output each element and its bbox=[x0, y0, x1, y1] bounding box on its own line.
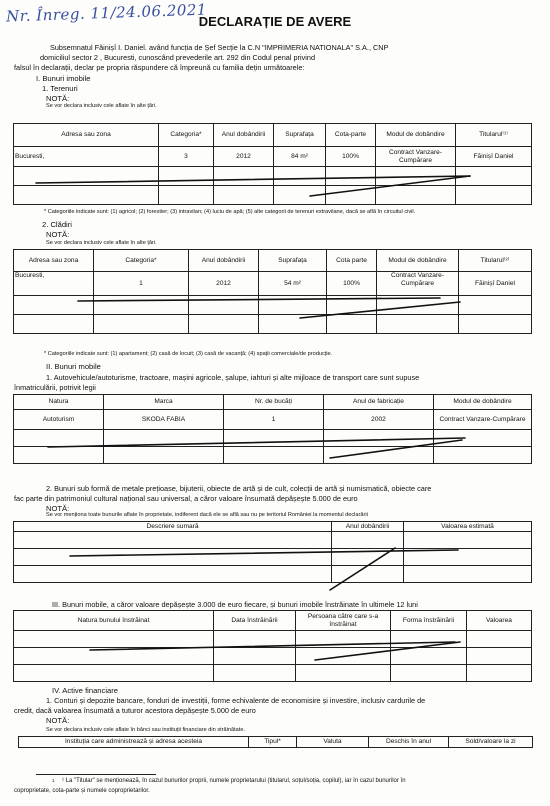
header-cell: Cota-parte bbox=[326, 124, 376, 147]
cell-address: Bucuresti, bbox=[14, 147, 159, 167]
header-cell: Categoria* bbox=[94, 250, 189, 272]
conturi-line-1: 1. Conturi și depozite bancare, fonduri de investiții, forme echivalente de economisire și investire, inclusiv cardurile de bbox=[46, 696, 426, 705]
header-cell: Forma înstrăinării bbox=[391, 611, 467, 631]
header-cell: Valoarea estimată bbox=[404, 522, 532, 532]
cell-share: 100% bbox=[327, 272, 377, 296]
header-cell: Marca bbox=[104, 395, 224, 410]
table-autovehicule bbox=[13, 394, 532, 464]
header-cell: Adresa sau zona bbox=[14, 250, 94, 272]
table-bunuri-valoroase bbox=[13, 521, 532, 583]
page-title: DECLARAȚIE DE AVERE bbox=[198, 14, 352, 29]
metale-line-1: 2. Bunuri sub formă de metale prețioase, bijuterii, obiecte de artă și de cult, colecții de artă și numismatică, obiecte care bbox=[46, 484, 432, 493]
header-cell: Titularul⁽²⁾ bbox=[459, 250, 532, 272]
nota-label: NOTĂ: bbox=[46, 230, 70, 239]
table-cladiri bbox=[13, 249, 532, 334]
header-cell: Modul de dobândire bbox=[377, 250, 459, 272]
header-cell: Valuta bbox=[297, 737, 369, 748]
cell-brand: SKODA FABIA bbox=[104, 410, 224, 430]
footnote-separator bbox=[36, 774, 156, 775]
header-cell: Cota parte bbox=[327, 250, 377, 272]
cell-owner: Făinișî Daniel bbox=[459, 272, 532, 296]
table-row-empty bbox=[14, 566, 532, 583]
header-cell: Sold/valoare la zi bbox=[449, 737, 533, 748]
section-title-imobile: I. Bunuri imobile bbox=[36, 74, 91, 83]
header-cell: Suprafața bbox=[274, 124, 326, 147]
footnote-mark: 1 bbox=[52, 778, 55, 783]
registration-number: Nr. Înreg. 11/24.06.2021 bbox=[5, 0, 208, 26]
terenuri-footnote: * Categoriile indicate sunt: (1) agricol; (2) forestier; (3) intravilan; (4) luciu de apă; (5) alte categorii de terenuri extravilane, dacă se află în circuitul civil. bbox=[44, 209, 416, 215]
cell-share: 100% bbox=[326, 147, 376, 167]
table-row bbox=[14, 272, 532, 296]
intro-line-2: domiciliul sector 2 , Bucuresti, cunoscând prevederile art. 292 din Codul penal privind bbox=[40, 53, 315, 62]
table-row-empty bbox=[14, 430, 532, 447]
cell-year: 2012 bbox=[189, 272, 259, 296]
table-header bbox=[19, 737, 533, 748]
cell-acquisition: Contract Vanzare-Cumpărare bbox=[376, 147, 456, 167]
table-header bbox=[14, 124, 532, 147]
table-row-empty bbox=[14, 315, 532, 334]
header-cell: Categoria* bbox=[159, 124, 214, 147]
nota-label: NOTĂ: bbox=[46, 716, 70, 725]
section-title-instrainate: III. Bunuri mobile, a căror valoare depășește 3.000 de euro fiecare, și bunuri imobile înstrăinate în ultimele 12 luni bbox=[52, 600, 418, 609]
header-cell: Anul dobândirii bbox=[332, 522, 404, 532]
nota-text: Se vor declara inclusiv cele aflate în bănci sau instituții financiare din străinătate. bbox=[46, 727, 245, 733]
intro-line-3: falsul în declarații, declar pe propria răspundere că împreună cu familia dețin următoarele: bbox=[14, 63, 305, 72]
table-header bbox=[14, 611, 532, 631]
intro-line-1: Subsemnatul Făinișî I. Daniel. având funcția de Șef Secție la C.N "IMPRIMERIA NATIONALA" S.A., CNP bbox=[50, 43, 389, 52]
header-cell: Instituția care administrează și adresa acesteia bbox=[19, 737, 249, 748]
header-cell: Natura bbox=[14, 395, 104, 410]
table-row bbox=[14, 410, 532, 430]
header-cell: Anul de fabricație bbox=[324, 395, 434, 410]
header-cell: Modul de dobândire bbox=[434, 395, 532, 410]
header-cell: Descriere sumară bbox=[14, 522, 332, 532]
table-header bbox=[14, 522, 532, 532]
cladiri-footnote: * Categoriile indicate sunt: (1) apartament; (2) casă de locuit; (3) casă de vacanță; (4) spații comerciale/de producție. bbox=[44, 351, 333, 357]
header-cell: Suprafața bbox=[259, 250, 327, 272]
cell-acquisition: Contract Vanzare-Cumpărare bbox=[377, 272, 459, 296]
table-row-empty bbox=[14, 447, 532, 464]
header-cell: Deschis în anul bbox=[369, 737, 449, 748]
cell-owner: Făinișî Daniel bbox=[456, 147, 532, 167]
autovehicule-line-2: înmatriculării, potrivit legii bbox=[14, 383, 96, 392]
header-cell: Tipul* bbox=[249, 737, 297, 748]
nota-text: Se vor menționa toate bunurile aflate în proprietate, indiferent dacă ele se află sau nu pe teritoriul României la momentul declarării bbox=[46, 512, 368, 518]
table-row-empty bbox=[14, 167, 532, 186]
table-row-empty bbox=[14, 665, 532, 682]
nota-label: NOTĂ: bbox=[46, 94, 70, 103]
header-cell: Natura bunului înstrăinat bbox=[14, 611, 214, 631]
table-terenuri bbox=[13, 123, 532, 205]
cell-count: 1 bbox=[224, 410, 324, 430]
header-cell: Adresa sau zona bbox=[14, 124, 159, 147]
cell-category: 1 bbox=[94, 272, 189, 296]
cell-area: 84 m² bbox=[274, 147, 326, 167]
header-cell: Valoarea bbox=[467, 611, 532, 631]
header-cell: Anul dobândirii bbox=[214, 124, 274, 147]
table-row-empty bbox=[14, 532, 532, 549]
subsection-cladiri: 2. Clădiri bbox=[42, 220, 72, 229]
cell-year: 2002 bbox=[324, 410, 434, 430]
metale-line-2: fac parte din patrimoniul cultural național sau universal, a căror valoare însumată depășește 5.000 de euro bbox=[14, 494, 358, 503]
cell-year: 2012 bbox=[214, 147, 274, 167]
table-instrainate bbox=[13, 610, 532, 682]
table-header bbox=[14, 250, 532, 272]
section-title-active: IV. Active financiare bbox=[52, 686, 118, 695]
footnote-line-2: coproprietate, cota-parte și numele coproprietarilor. bbox=[14, 788, 150, 794]
section-title-mobile: II. Bunuri mobile bbox=[46, 362, 101, 371]
cell-acquisition: Contract Vanzare-Cumpărare bbox=[434, 410, 532, 430]
header-cell: Anul dobândirii bbox=[189, 250, 259, 272]
table-row-empty bbox=[14, 648, 532, 665]
cell-type: Autoturism bbox=[14, 410, 104, 430]
header-cell: Data înstrăinării bbox=[214, 611, 296, 631]
header-cell: Titularul⁽¹⁾ bbox=[456, 124, 532, 147]
header-cell: Nr. de bucăți bbox=[224, 395, 324, 410]
table-row-empty bbox=[14, 549, 532, 566]
subsection-terenuri: 1. Terenuri bbox=[42, 84, 78, 93]
table-header bbox=[14, 395, 532, 410]
cell-category: 3 bbox=[159, 147, 214, 167]
nota-text: Se vor declara inclusiv cele aflate în alte țări. bbox=[46, 240, 157, 246]
table-row bbox=[14, 147, 532, 167]
table-row-empty bbox=[14, 296, 532, 315]
footnote-line-1: ¹ La "Titular" se menționează, în cazul bunurilor proprii, numele proprietarului (titularul, soțul/soția, copilul), iar în cazul bunurilor în bbox=[62, 778, 406, 784]
table-row-empty bbox=[14, 631, 532, 648]
nota-text: Se vor declara inclusiv cele aflate în alte țări. bbox=[46, 103, 157, 109]
header-cell: Modul de dobândire bbox=[376, 124, 456, 147]
header-cell: Persoana către care s-a înstrăinat bbox=[296, 611, 391, 631]
cell-address: Bucuresti, bbox=[14, 272, 94, 296]
table-conturi bbox=[18, 736, 533, 748]
conturi-line-2: credit, dacă valoarea însumată a tuturor acestora depășește 5.000 de euro bbox=[14, 706, 256, 715]
autovehicule-line-1: 1. Autovehicule/autoturisme, tractoare, mașini agricole, șalupe, iahturi și alte mijloace de transport care sunt supuse bbox=[46, 373, 420, 382]
nota-label: NOTĂ: bbox=[46, 504, 70, 513]
cell-area: 54 m² bbox=[259, 272, 327, 296]
table-row-empty bbox=[14, 186, 532, 205]
